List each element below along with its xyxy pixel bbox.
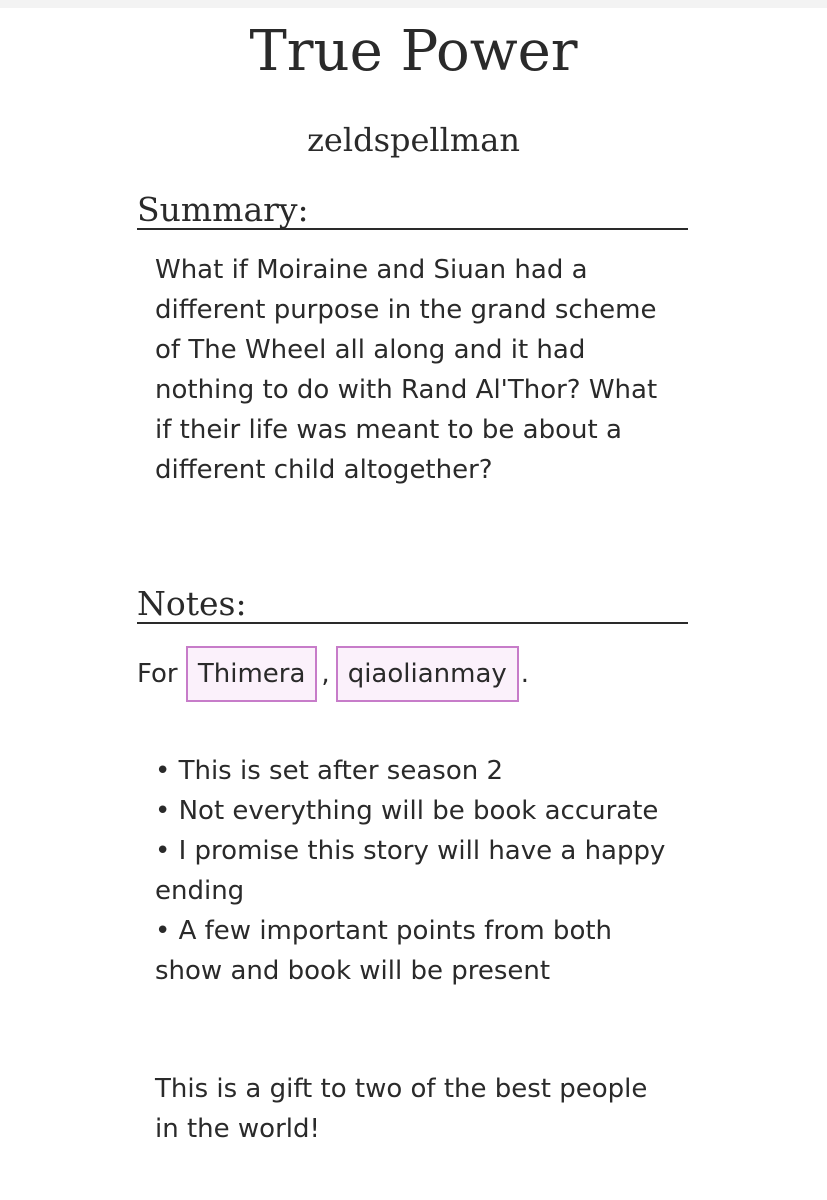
list-item: • I promise this story will have a happy ending (155, 836, 666, 906)
recipient-link-qiaolianmay[interactable]: qiaolianmay (336, 646, 519, 702)
recipient-separator: , (321, 659, 330, 689)
end-punctuation: . (520, 659, 530, 689)
gift-recipients-line (137, 646, 529, 702)
notes-heading: Notes: (137, 584, 688, 624)
top-bar (0, 0, 827, 8)
work-title: True Power (249, 19, 578, 84)
for-prefix: For (137, 659, 186, 689)
recipient-link-thimera[interactable]: Thimera (186, 646, 318, 702)
summary-text: What if Moiraine and Siuan had a different purpose in the grand scheme of The Wheel all along and it had nothing to do with Rand Al'Thor? What if their life was meant to be about a different child altogether? (155, 255, 658, 485)
list-item: • Not everything will be book accurate (155, 796, 659, 826)
list-item: • A few important points from both show and book will be present (155, 916, 613, 986)
list-item: • This is set after season 2 (155, 756, 504, 786)
notes-bullet-list (155, 751, 675, 991)
summary-heading: Summary: (137, 190, 688, 230)
closing-note: This is a gift to two of the best people in the world! (155, 1074, 648, 1144)
author-name[interactable]: zeldspellman (307, 121, 520, 159)
